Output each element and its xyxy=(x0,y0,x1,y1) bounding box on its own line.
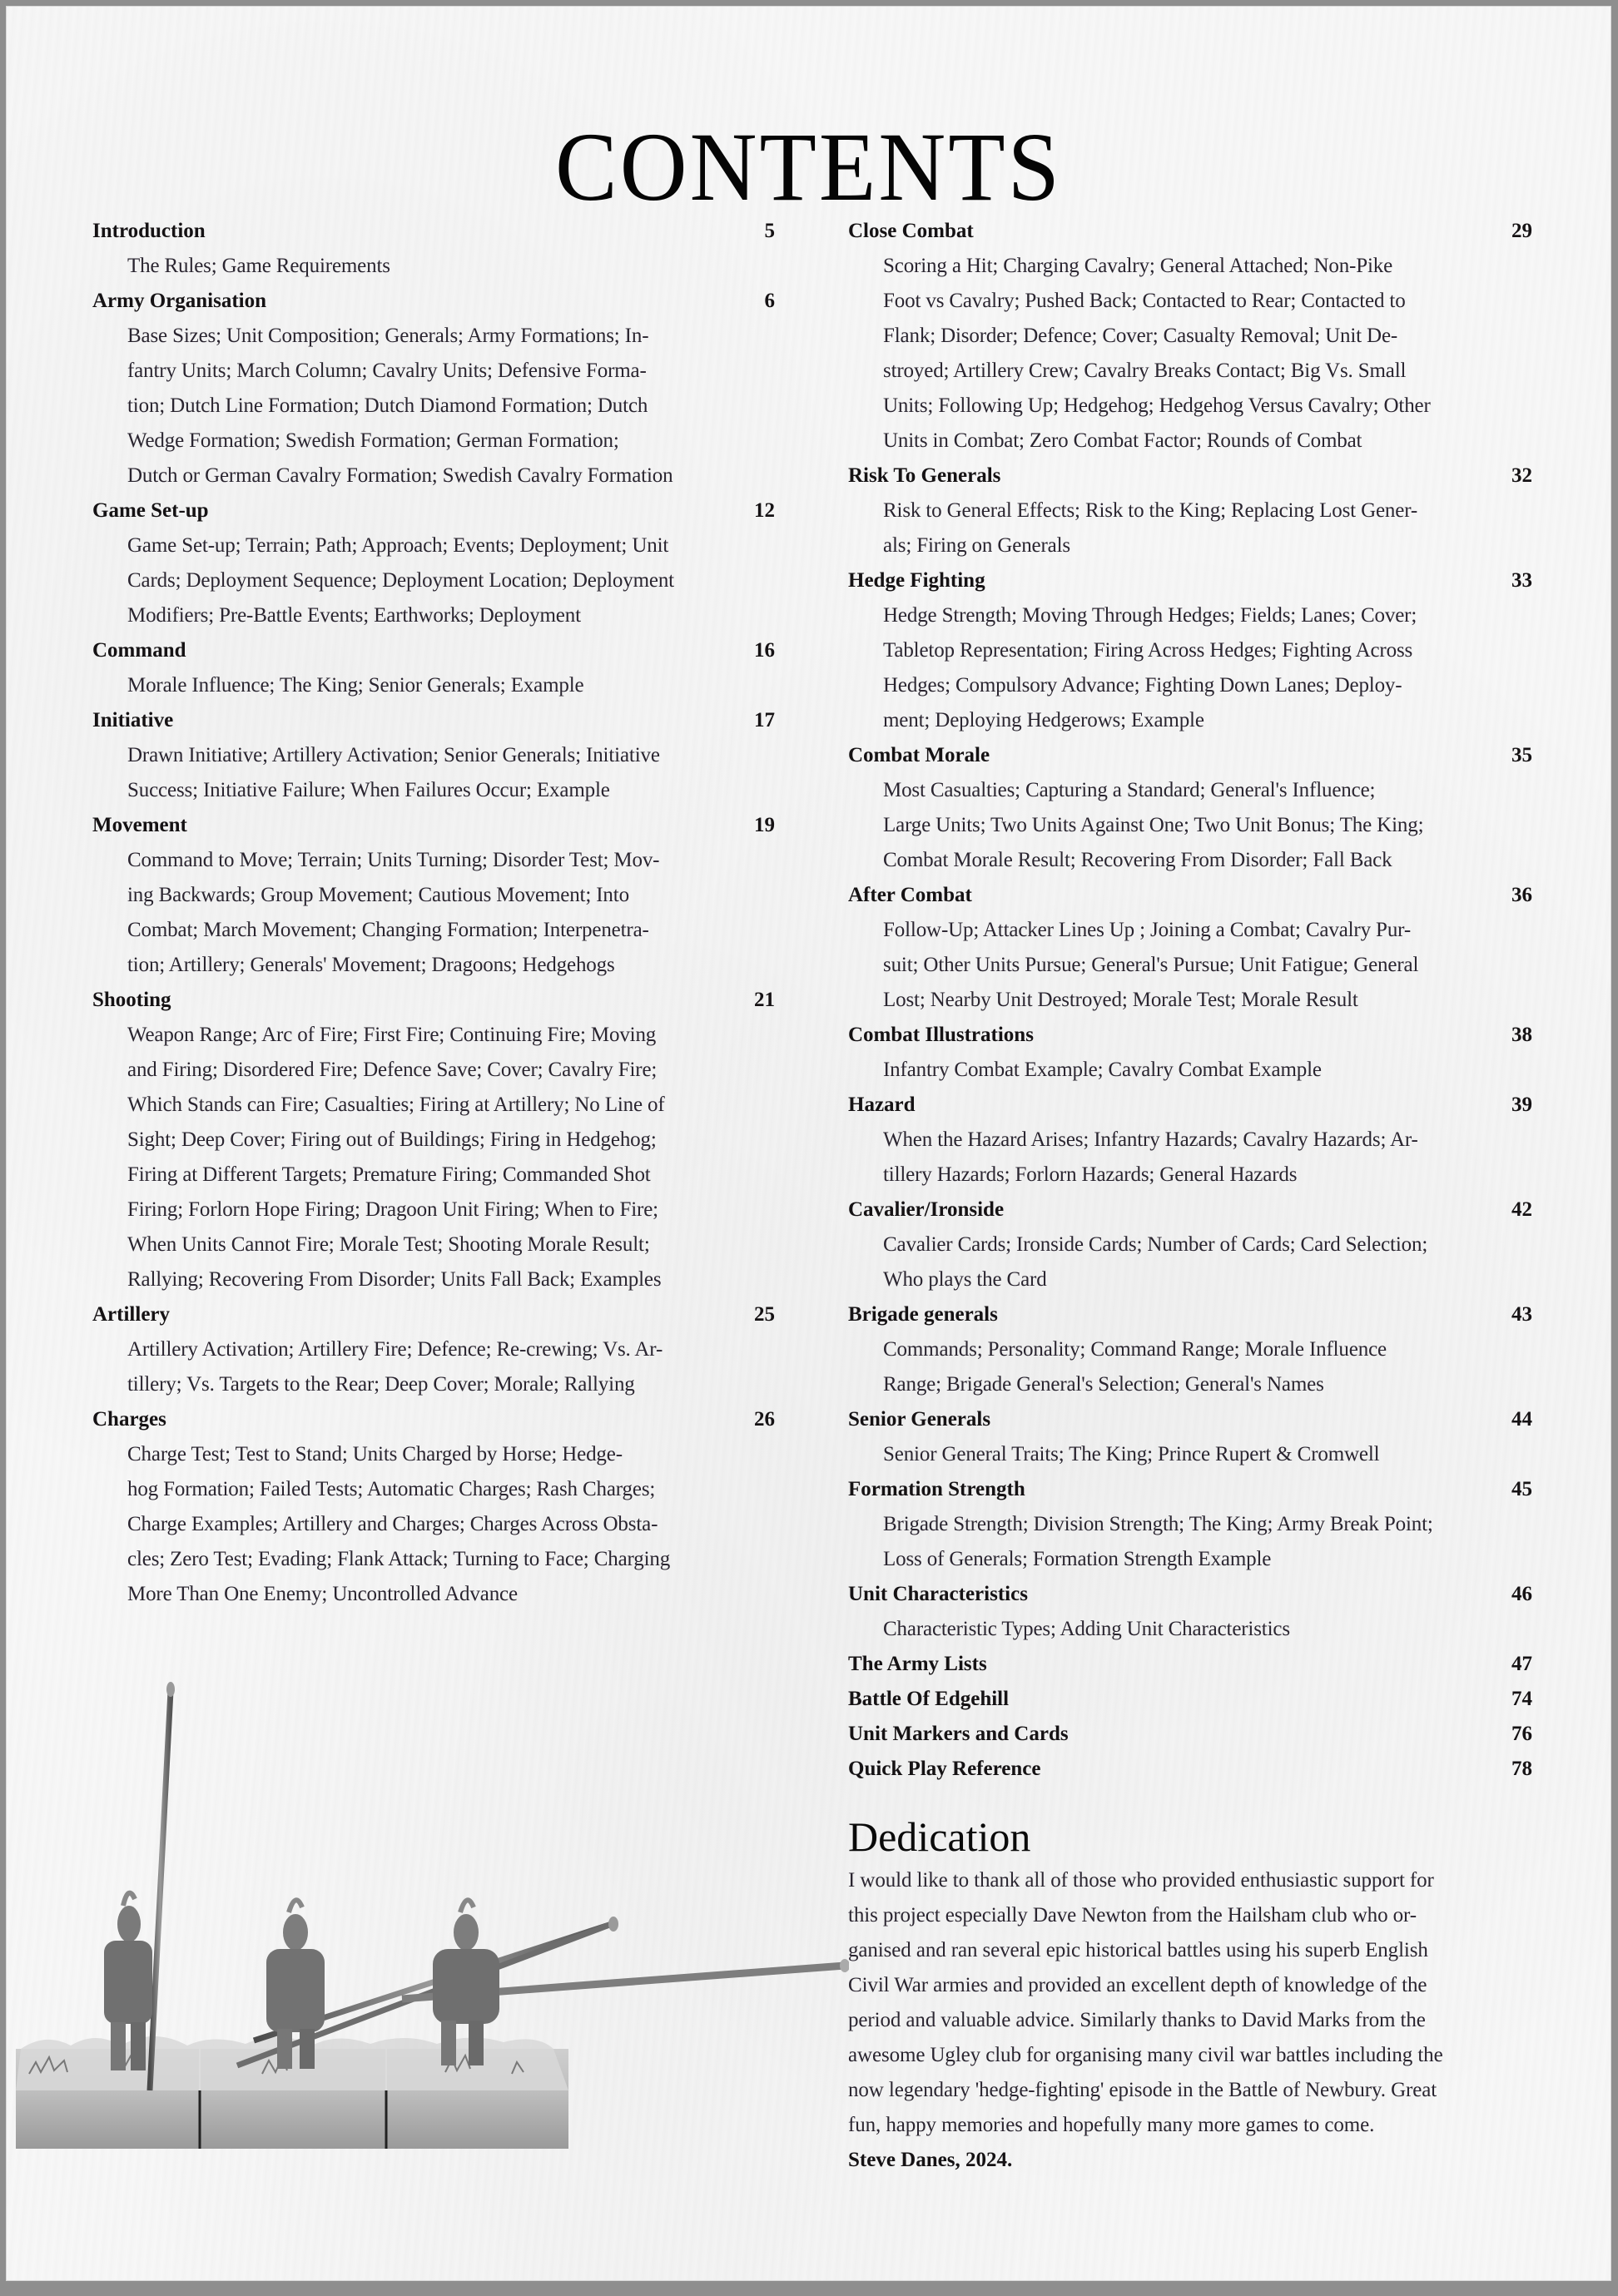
toc-entry-heading[interactable] xyxy=(92,1402,775,1437)
dedication-section xyxy=(848,1810,1532,2178)
toc-entry-heading[interactable] xyxy=(848,459,1532,493)
toc-entry[interactable] xyxy=(848,1717,1532,1752)
toc-entry-subtopics-line: Combat Morale Result; Recovering From Disorder; Fall Back xyxy=(883,849,1392,871)
toc-entry-title: Artillery xyxy=(92,1303,171,1326)
toc-entry-page-number: 17 xyxy=(754,709,775,731)
toc-entry-heading[interactable] xyxy=(848,1682,1532,1717)
toc-entry-subtopics-line: hog Formation; Failed Tests; Automatic Charges; Rash Charges; xyxy=(127,1478,656,1500)
toc-entry-heading[interactable] xyxy=(848,1193,1532,1227)
toc-entry[interactable] xyxy=(92,983,775,1297)
toc-entry-title: Risk To Generals xyxy=(848,464,1001,487)
toc-entry-page-number: 36 xyxy=(1511,884,1532,906)
dedication-heading: Dedication xyxy=(848,1813,1031,1860)
toc-entry-subtopics-line: Most Casualties; Capturing a Standard; General's Influence; xyxy=(883,779,1376,801)
toc-entry-page-number: 35 xyxy=(1511,744,1532,766)
toc-entry[interactable] xyxy=(848,1018,1532,1088)
toc-entry-title: Initiative xyxy=(92,709,174,731)
toc-entry-page-number: 42 xyxy=(1511,1198,1532,1221)
toc-entry-title: Cavalier/Ironside xyxy=(848,1198,1005,1221)
toc-right-column xyxy=(848,214,1532,1787)
toc-entry-title: Unit Markers and Cards xyxy=(848,1723,1069,1745)
toc-entry-page-number: 6 xyxy=(764,290,775,312)
toc-entry-subtopics-line: stroyed; Artillery Crew; Cavalry Breaks Contact; Big Vs. Small xyxy=(883,360,1407,382)
toc-entry-subtopics-line: Senior General Traits; The King; Prince Rupert & Cromwell xyxy=(883,1443,1380,1465)
toc-entry-page-number: 78 xyxy=(1511,1758,1532,1780)
toc-entry-heading[interactable] xyxy=(848,1752,1532,1787)
toc-entry-title: Formation Strength xyxy=(848,1478,1025,1500)
toc-entry-subtopics-line: Units in Combat; Zero Combat Factor; Rounds of Combat xyxy=(883,429,1362,452)
toc-entry[interactable] xyxy=(92,633,775,703)
toc-entry-subtopics-line: Morale Influence; The King; Senior Generals; Example xyxy=(127,674,584,697)
toc-entry-heading[interactable] xyxy=(848,563,1532,598)
toc-entry-page-number: 46 xyxy=(1511,1583,1532,1605)
toc-entry-subtopics-line: Firing at Different Targets; Premature Firing; Commanded Shot xyxy=(127,1163,651,1186)
toc-entry-subtopics-line: Loss of Generals; Formation Strength Example xyxy=(883,1548,1272,1570)
toc-entry[interactable] xyxy=(92,703,775,808)
toc-entry-title: Combat Illustrations xyxy=(848,1024,1034,1046)
toc-entry[interactable] xyxy=(848,1577,1532,1647)
toc-entry[interactable] xyxy=(848,563,1532,738)
toc-entry-subtopics-line: Base Sizes; Unit Composition; Generals; Army Formations; In- xyxy=(127,325,649,347)
dedication-text-line: this project especially Dave Newton from the Hailsham club who or- xyxy=(848,1904,1417,1927)
toc-entry-subtopics-line: Tabletop Representation; Firing Across Hedges; Fighting Across xyxy=(883,639,1413,662)
dedication-signature: Steve Danes, 2024. xyxy=(848,2149,1013,2171)
toc-entry-title: Movement xyxy=(92,814,187,836)
toc-entry-heading[interactable] xyxy=(92,284,775,319)
toc-entry-subtopics-line: Commands; Personality; Command Range; Morale Influence xyxy=(883,1338,1387,1361)
toc-entry-subtopics-line: Lost; Nearby Unit Destroyed; Morale Test; Morale Result xyxy=(883,989,1358,1011)
toc-entry-subtopics-line: Charge Examples; Artillery and Charges; Charges Across Obsta- xyxy=(127,1513,658,1535)
toc-entry-page-number: 38 xyxy=(1511,1024,1532,1046)
toc-entry-subtopics-line: Characteristic Types; Adding Unit Characteristics xyxy=(883,1618,1290,1640)
toc-entry[interactable] xyxy=(848,738,1532,878)
toc-entry-title: Unit Characteristics xyxy=(848,1583,1028,1605)
toc-entry[interactable] xyxy=(848,878,1532,1018)
toc-entry-page-number: 45 xyxy=(1511,1478,1532,1500)
toc-entry-title: Combat Morale xyxy=(848,744,990,766)
toc-entry-subtopics-line: Large Units; Two Units Against One; Two Unit Bonus; The King; xyxy=(883,814,1424,836)
toc-entry[interactable] xyxy=(848,1297,1532,1402)
toc-entry[interactable] xyxy=(848,1682,1532,1717)
toc-entry-subtopics-line: tillery; Vs. Targets to the Rear; Deep Cover; Morale; Rallying xyxy=(127,1373,635,1396)
toc-entry-title: Close Combat xyxy=(848,220,974,242)
toc-entry-subtopics-line: Combat; March Movement; Changing Formation; Interpenetra- xyxy=(127,919,649,941)
toc-entry-title: Shooting xyxy=(92,989,171,1011)
toc-entry[interactable] xyxy=(848,1402,1532,1472)
toc-entry[interactable] xyxy=(848,1472,1532,1577)
toc-entry-subtopics-line: Range; Brigade General's Selection; General's Names xyxy=(883,1373,1324,1396)
dedication-text-line: period and valuable advice. Similarly thanks to David Marks from the xyxy=(848,2009,1426,2031)
dedication-text-line: ganised and ran several epic historical battles using his superb English xyxy=(848,1939,1428,1961)
toc-entry-heading[interactable] xyxy=(848,878,1532,913)
toc-entry-subtopics-line: Infantry Combat Example; Cavalry Combat Example xyxy=(883,1059,1322,1081)
toc-entry-title: Command xyxy=(92,639,186,662)
toc-entry-subtopics-line: The Rules; Game Requirements xyxy=(127,255,390,277)
toc-entry-subtopics-line: Rallying; Recovering From Disorder; Units Fall Back; Examples xyxy=(127,1268,662,1291)
toc-entry-heading[interactable] xyxy=(92,493,775,528)
dedication-text-line: Civil War armies and provided an excellent depth of knowledge of the xyxy=(848,1974,1427,1996)
toc-entry-page-number: 74 xyxy=(1511,1688,1532,1710)
toc-entry-title: Hedge Fighting xyxy=(848,569,985,592)
toc-entry-page-number: 76 xyxy=(1511,1723,1532,1745)
toc-entry-title: Army Organisation xyxy=(92,290,267,312)
toc-entry-subtopics-line: Artillery Activation; Artillery Fire; Defence; Re-crewing; Vs. Ar- xyxy=(127,1338,663,1361)
toc-entry-page-number: 44 xyxy=(1511,1408,1532,1431)
toc-entry-title: Charges xyxy=(92,1408,166,1431)
toc-entry[interactable] xyxy=(848,459,1532,563)
toc-entry-heading[interactable] xyxy=(92,703,775,738)
toc-entry-subtopics-line: Risk to General Effects; Risk to the King; Replacing Lost Gener- xyxy=(883,499,1418,522)
toc-entry-subtopics-line: Who plays the Card xyxy=(883,1268,1047,1291)
toc-entry-subtopics-line: More Than One Enemy; Uncontrolled Advance xyxy=(127,1583,518,1605)
toc-entry-heading[interactable] xyxy=(848,1472,1532,1507)
dedication-text-line: I would like to thank all of those who provided enthusiastic support for xyxy=(848,1869,1434,1892)
toc-entry[interactable] xyxy=(92,1402,775,1612)
toc-entry[interactable] xyxy=(92,1297,775,1402)
toc-entry-subtopics-line: Which Stands can Fire; Casualties; Firing at Artillery; No Line of xyxy=(127,1093,665,1116)
toc-entry-heading[interactable] xyxy=(848,1717,1532,1752)
dedication-text-line: fun, happy memories and hopefully many more games to come. xyxy=(848,2114,1375,2136)
toc-entry-title: Battle Of Edgehill xyxy=(848,1688,1010,1710)
toc-entry-subtopics-line: cles; Zero Test; Evading; Flank Attack; Turning to Face; Charging xyxy=(127,1548,671,1570)
toc-entry-subtopics-line: Command to Move; Terrain; Units Turning; Disorder Test; Mov- xyxy=(127,849,660,871)
toc-entry[interactable] xyxy=(92,493,775,633)
toc-entry-title: Quick Play Reference xyxy=(848,1758,1041,1780)
toc-entry[interactable] xyxy=(92,808,775,983)
toc-entry-heading[interactable] xyxy=(848,1647,1532,1682)
toc-entry-heading[interactable] xyxy=(92,633,775,668)
toc-entry-title: Brigade generals xyxy=(848,1303,998,1326)
toc-entry-page-number: 16 xyxy=(754,639,775,662)
page-title: CONTENTS xyxy=(555,112,1062,222)
toc-entry-subtopics-line: Drawn Initiative; Artillery Activation; Senior Generals; Initiative xyxy=(127,744,660,766)
toc-entry-subtopics-line: Flank; Disorder; Defence; Cover; Casualty Removal; Unit De- xyxy=(883,325,1398,347)
toc-entry-heading[interactable] xyxy=(92,1297,775,1332)
toc-entry-page-number: 33 xyxy=(1511,569,1532,592)
dedication-body xyxy=(848,1863,1532,2143)
toc-left-column xyxy=(92,214,775,1612)
toc-entry[interactable] xyxy=(92,284,775,493)
toc-entry-subtopics-line: Dutch or German Cavalry Formation; Swedish Cavalry Formation xyxy=(127,464,673,487)
toc-entry-page-number: 47 xyxy=(1511,1653,1532,1675)
toc-entry-page-number: 19 xyxy=(754,814,775,836)
toc-entry-heading[interactable] xyxy=(848,1577,1532,1612)
toc-entry[interactable] xyxy=(848,1752,1532,1787)
toc-entry-subtopics-line: Scoring a Hit; Charging Cavalry; General Attached; Non-Pike xyxy=(883,255,1393,277)
pikemen-miniatures-illustration xyxy=(12,1658,849,2174)
toc-entry-heading[interactable] xyxy=(848,1297,1532,1332)
toc-entry[interactable] xyxy=(92,214,775,284)
toc-entry-title: Game Set-up xyxy=(92,499,209,522)
toc-entry-subtopics-line: When the Hazard Arises; Infantry Hazards; Cavalry Hazards; Ar- xyxy=(883,1128,1418,1151)
toc-entry-subtopics-line: Weapon Range; Arc of Fire; First Fire; Continuing Fire; Moving xyxy=(127,1024,657,1046)
toc-entry-subtopics-line: tion; Dutch Line Formation; Dutch Diamond Formation; Dutch xyxy=(127,394,648,417)
toc-entry-heading[interactable] xyxy=(848,214,1532,249)
toc-entry-subtopics-line: tion; Artillery; Generals' Movement; Dragoons; Hedgehogs xyxy=(127,954,615,976)
pikeman-1 xyxy=(104,1682,175,2090)
toc-entry-subtopics-line: Firing; Forlorn Hope Firing; Dragoon Unit Firing; When to Fire; xyxy=(127,1198,658,1221)
toc-entry-subtopics-line: Hedges; Compulsory Advance; Fighting Down Lanes; Deploy- xyxy=(883,674,1402,697)
toc-entry-title: Hazard xyxy=(848,1093,916,1116)
toc-entry-subtopics-line: ing Backwards; Group Movement; Cautious Movement; Into xyxy=(127,884,629,906)
toc-entry-heading[interactable] xyxy=(848,738,1532,773)
toc-entry-subtopics-line: Sight; Deep Cover; Firing out of Buildings; Firing in Hedgehog; xyxy=(127,1128,657,1151)
toc-entry-title: The Army Lists xyxy=(848,1653,987,1675)
toc-entry-subtopics-line: tillery Hazards; Forlorn Hazards; General Hazards xyxy=(883,1163,1298,1186)
toc-entry-page-number: 43 xyxy=(1511,1303,1532,1326)
toc-entry-page-number: 32 xyxy=(1511,464,1532,487)
toc-entry-heading[interactable] xyxy=(848,1088,1532,1123)
toc-entry-page-number: 25 xyxy=(754,1303,775,1326)
toc-entry-title: Introduction xyxy=(92,220,206,242)
toc-entry-title: Senior Generals xyxy=(848,1408,991,1431)
toc-entry-page-number: 29 xyxy=(1511,220,1532,242)
toc-entry[interactable] xyxy=(848,1193,1532,1297)
toc-entry-subtopics-line: Cavalier Cards; Ironside Cards; Number of Cards; Card Selection; xyxy=(883,1233,1428,1256)
toc-entry-heading[interactable] xyxy=(848,1018,1532,1053)
toc-entry[interactable] xyxy=(848,214,1532,459)
toc-entry-subtopics-line: Charge Test; Test to Stand; Units Charged by Horse; Hedge- xyxy=(127,1443,623,1465)
toc-entry-page-number: 26 xyxy=(754,1408,775,1431)
toc-entry-subtopics-line: When Units Cannot Fire; Morale Test; Shooting Morale Result; xyxy=(127,1233,650,1256)
toc-entry-subtopics-line: Units; Following Up; Hedgehog; Hedgehog Versus Cavalry; Other xyxy=(883,394,1431,417)
toc-entry-subtopics-line: and Firing; Disordered Fire; Defence Save; Cover; Cavalry Fire; xyxy=(127,1059,658,1081)
toc-entry-subtopics-line: Foot vs Cavalry; Pushed Back; Contacted to Rear; Contacted to xyxy=(883,290,1406,312)
toc-entry-heading[interactable] xyxy=(92,983,775,1018)
toc-entry-subtopics-line: Game Set-up; Terrain; Path; Approach; Events; Deployment; Unit xyxy=(127,534,669,557)
toc-entry-heading[interactable] xyxy=(848,1402,1532,1437)
toc-entry-page-number: 21 xyxy=(754,989,775,1011)
toc-entry-subtopics-line: ment; Deploying Hedgerows; Example xyxy=(883,709,1204,731)
toc-entry-subtopics-line: als; Firing on Generals xyxy=(883,534,1070,557)
toc-entry-subtopics-line: Wedge Formation; Swedish Formation; German Formation; xyxy=(127,429,619,452)
toc-entry-page-number: 12 xyxy=(754,499,775,522)
toc-entry-subtopics-line: Brigade Strength; Division Strength; The King; Army Break Point; xyxy=(883,1513,1433,1535)
toc-entry-subtopics-line: Hedge Strength; Moving Through Hedges; Fields; Lanes; Cover; xyxy=(883,604,1417,627)
toc-entry-heading[interactable] xyxy=(92,808,775,843)
document-page xyxy=(6,6,1611,2281)
dedication-text-line: now legendary 'hedge-fighting' episode in the Battle of Newbury. Great xyxy=(848,2079,1437,2101)
toc-entry-heading[interactable] xyxy=(92,214,775,249)
toc-entry-subtopics-line: Modifiers; Pre-Battle Events; Earthworks; Deployment xyxy=(127,604,581,627)
toc-entry-subtopics-line: Success; Initiative Failure; When Failures Occur; Example xyxy=(127,779,610,801)
toc-entry-subtopics-line: suit; Other Units Pursue; General's Pursue; Unit Fatigue; General xyxy=(883,954,1419,976)
toc-entry-subtopics-line: Cards; Deployment Sequence; Deployment Location; Deployment xyxy=(127,569,674,592)
toc-entry[interactable] xyxy=(848,1647,1532,1682)
dedication-text-line: awesome Ugley club for organising many civil war battles including the xyxy=(848,2044,1443,2066)
toc-entry-title: After Combat xyxy=(848,884,972,906)
pikeman-3 xyxy=(402,1900,849,2065)
toc-entry-subtopics-line: fantry Units; March Column; Cavalry Units; Defensive Forma- xyxy=(127,360,647,382)
toc-entry-page-number: 5 xyxy=(764,220,775,242)
toc-entry[interactable] xyxy=(848,1088,1532,1193)
toc-entry-subtopics-line: Follow-Up; Attacker Lines Up ; Joining a Combat; Cavalry Pur- xyxy=(883,919,1412,941)
toc-entry-page-number: 39 xyxy=(1511,1093,1532,1116)
